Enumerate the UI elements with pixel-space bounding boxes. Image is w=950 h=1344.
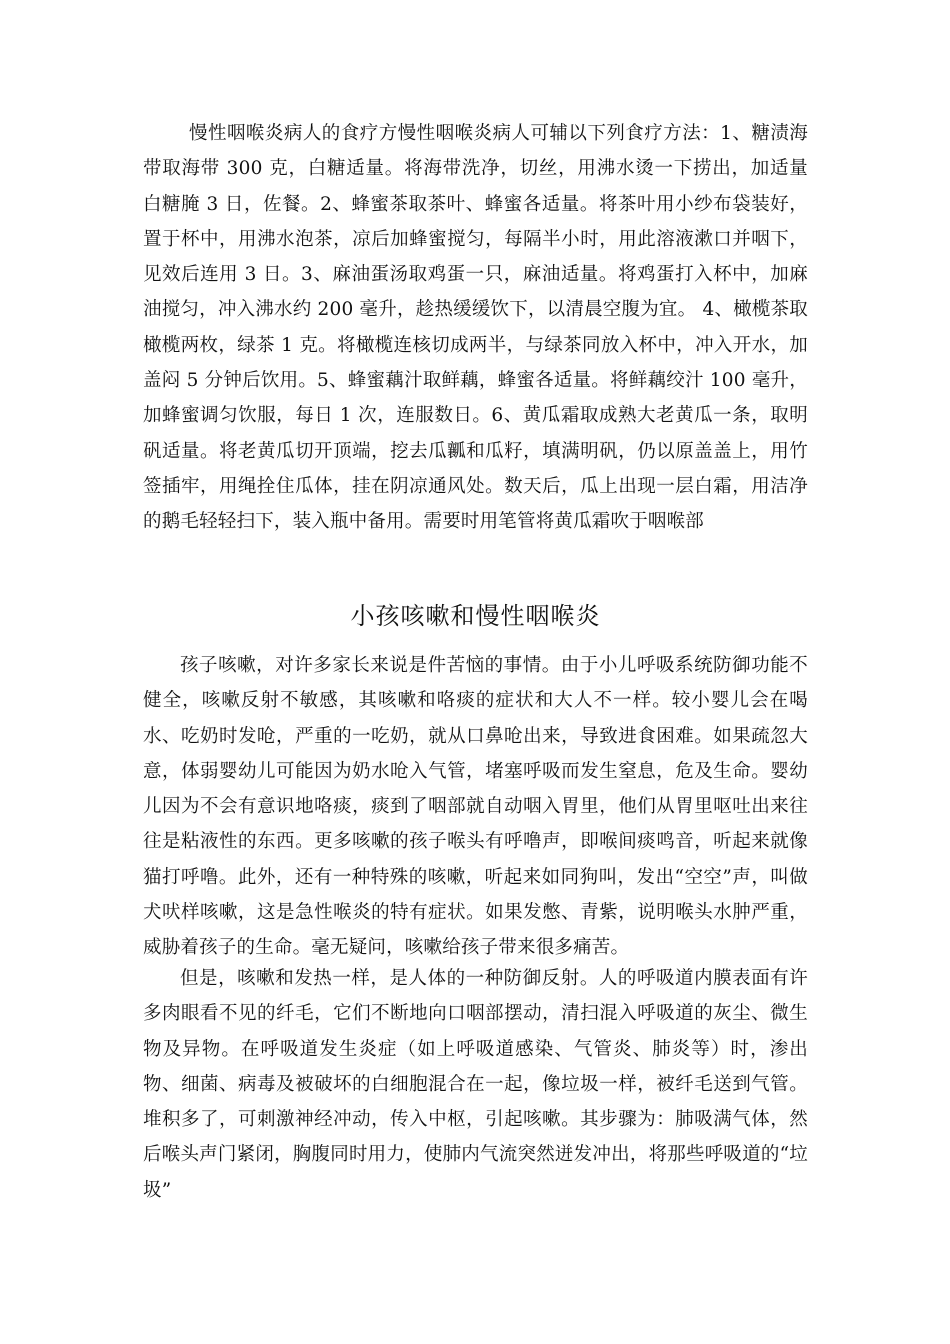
child-cough-paragraph: 孩子咳嗽，对许多家长来说是件苦恼的事情。由于小儿呼吸系统防御功能不健全，咳嗽反射不敏感，其咳嗽和咯痰的症状和大人不一样。较小婴儿会在喝水、吃奶时发呛，严重的一吃奶，就从口鼻呛出来，导致进食困难。如果疏忽大意，体弱婴幼儿可能因为奶水呛入气管，堵塞呼吸而发生窒息，危及生命。婴幼儿因为不会有意识地咯痰，痰到了咽部就自动咽入胃里，他们从胃里呕吐出来往往是粘液性的东西。更多咳嗽的孩子喉头有呼噜声，即喉间痰鸣音，听起来就像猫打呼噜。此外，还有一种特殊的咳嗽，听起来如同狗叫，发出“空空”声，叫做犬吠样咳嗽，这是急性喉炎的特有症状。如果发憋、青紫，说明喉头水肿严重，威胁着孩子的生命。毫无疑问，咳嗽给孩子带来很多痛苦。 xyxy=(143,655,808,959)
cough-defense-paragraph: 但是，咳嗽和发热一样，是人体的一种防御反射。人的呼吸道内膜表面有许多肉眼看不见的纤毛，它们不断地向口咽部摆动，清扫混入呼吸道的灰尘、微生物及异物。在呼吸道发生炎症（如上呼吸道感染、气管炎、肺炎等）时，渗出物、细菌、病毒及被破坏的白细胞混合在一起，像垃圾一样，被纤毛送到气管。堆积多了，可刺激神经冲动，传入中枢，引起咳嗽。其步骤为：肺吸满气体，然后喉头声门紧闭，胸腹同时用力，使肺内气流突然迸发冲出，将那些呼吸道的“垃圾” xyxy=(143,968,808,1201)
section-title: 小孩咳嗽和慢性咽喉炎 xyxy=(350,602,601,630)
diet-therapy-paragraph: 慢性咽喉炎病人的食疗方慢性咽喉炎病人可辅以下列食疗方法：1、糖渍海带取海带 300 克，白糖适量。将海带洗净，切丝，用沸水烫一下捞出，加适量白糖腌 3 日，佐餐。2、蜂蜜茶取茶叶、蜂蜜各适量。将茶叶用小纱布袋装好，置于杯中，用沸水泡茶，凉后加蜂蜜搅匀，每隔半小时，用此溶液漱口并咽下，见效后连用 3 日。3、麻油蛋汤取鸡蛋一只，麻油适量。将鸡蛋打入杯中，加麻油搅匀，冲入沸水约 200 毫升，趁热缓缓饮下，以清晨空腹为宜。 4、橄榄茶取橄榄两枚，绿茶 1 克。将橄榄连核切成两半，与绿茶同放入杯中，冲入开水，加盖闷 5 分钟后饮用。5、蜂蜜藕汁取鲜藕，蜂蜜各适量。将鲜藕绞汁 100 毫升，加蜂蜜调匀饮服，每日 1 次，连服数日。6、黄瓜霜取成熟大老黄瓜一条，取明矾适量。将老黄瓜切开顶端，挖去瓜瓤和瓜籽，填满明矾，仍以原盖盖上，用竹签插牢，用绳拴住瓜体，挂在阴凉通风处。数天后，瓜上出现一层白霜，用洁净的鹅毛轻轻扫下，装入瓶中备用。需要时用笔管将黄瓜霜吹于咽喉部 xyxy=(143,123,808,533)
